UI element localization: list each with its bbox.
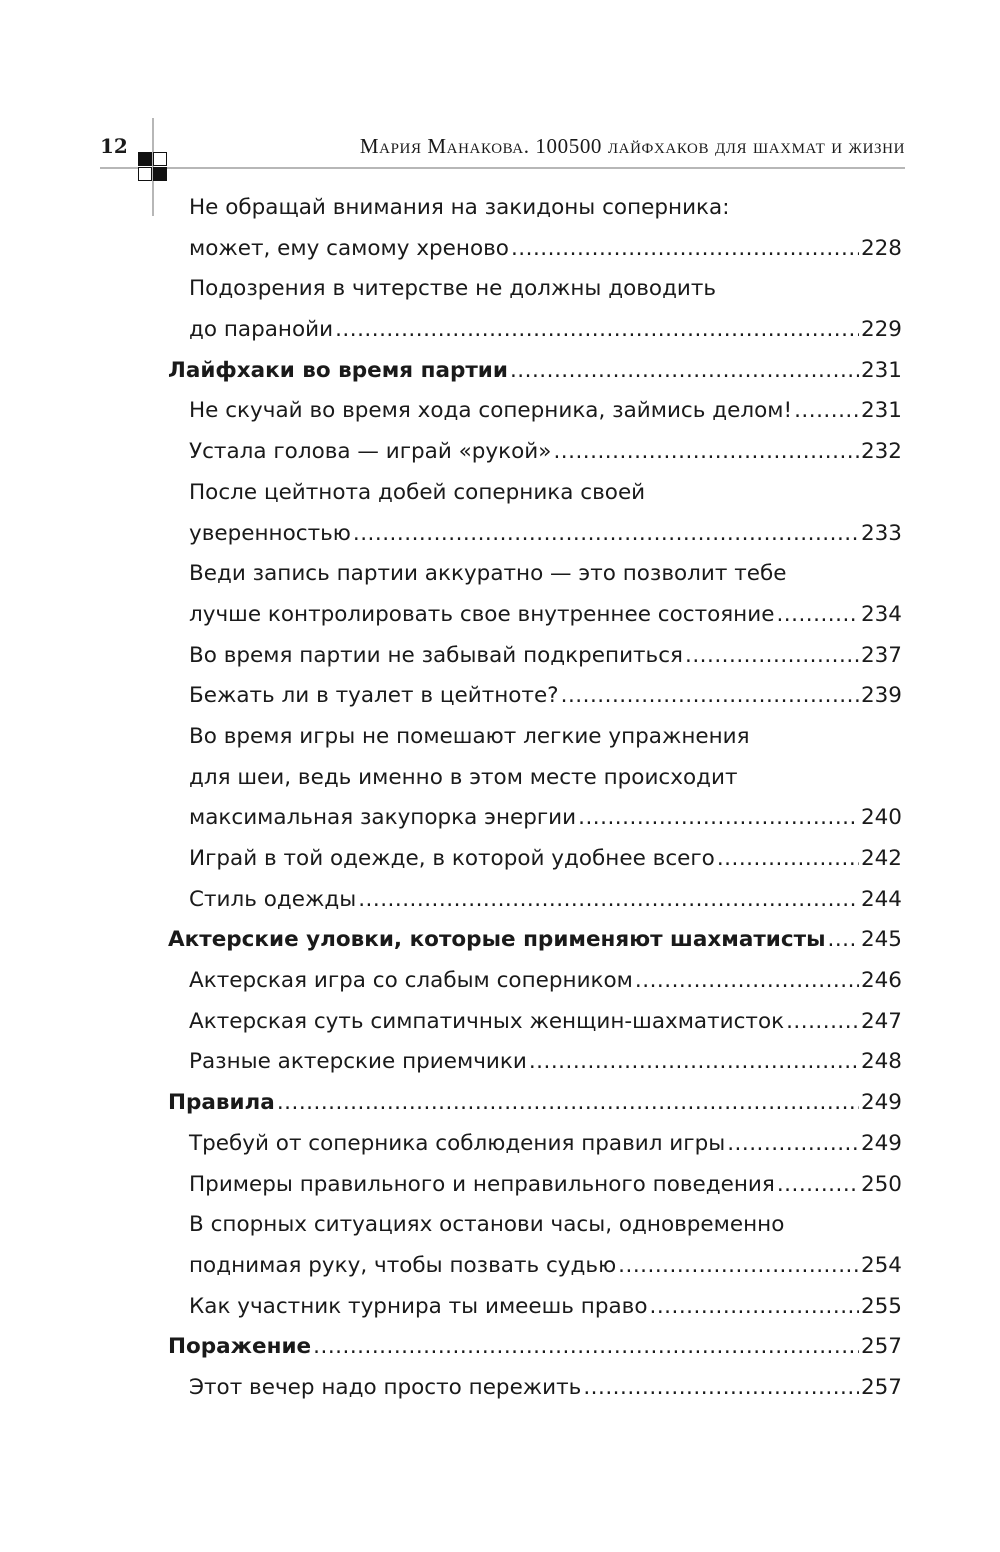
toc-page-number: 245 xyxy=(860,927,902,953)
dot-leader xyxy=(717,839,859,880)
toc-entry[interactable] xyxy=(168,554,902,595)
toc-entry-title: Устала голова — играй «рукой» xyxy=(189,439,552,465)
toc-entry-title: Во время игры не помешают легкие упражнения xyxy=(189,723,750,749)
toc-entry[interactable] xyxy=(168,880,902,921)
light-square xyxy=(153,152,167,166)
toc-page-number: 242 xyxy=(860,846,902,871)
toc-entry[interactable] xyxy=(168,1287,902,1328)
toc-entry[interactable] xyxy=(168,269,902,310)
toc-entry[interactable] xyxy=(168,595,902,636)
dot-leader xyxy=(313,1327,859,1368)
toc-entry[interactable] xyxy=(168,1124,902,1165)
toc-page-number: 254 xyxy=(860,1252,902,1278)
toc-page-number: 229 xyxy=(860,317,902,343)
toc-entry[interactable] xyxy=(168,229,902,270)
light-square xyxy=(138,167,152,181)
toc-entry-title: Стиль одежды xyxy=(189,886,357,912)
toc-entry-title: Требуй от соперника соблюдения правил игры xyxy=(189,1130,726,1156)
dot-leader xyxy=(776,595,859,636)
toc-entry-title: уверенностью xyxy=(189,520,351,546)
toc-entry[interactable] xyxy=(168,798,902,839)
dot-leader xyxy=(335,310,859,351)
toc-entry[interactable] xyxy=(168,1042,902,1083)
toc-entry-title: может, ему самому хреново xyxy=(189,235,509,261)
dot-leader xyxy=(511,229,859,270)
toc-page-number: 247 xyxy=(860,1008,902,1034)
toc-entry[interactable] xyxy=(168,432,902,473)
running-header xyxy=(100,132,905,164)
toc-page-number: 231 xyxy=(860,398,902,424)
toc-page-number: 239 xyxy=(860,683,902,709)
toc-page-number: 237 xyxy=(860,642,902,668)
toc-page-number: 240 xyxy=(860,805,902,831)
dot-leader xyxy=(529,1042,859,1083)
dot-leader xyxy=(828,920,859,961)
dot-leader xyxy=(578,798,859,839)
dot-leader xyxy=(353,514,859,555)
toc-entry[interactable] xyxy=(168,676,902,717)
dark-square xyxy=(138,152,152,166)
toc-entry[interactable] xyxy=(168,1205,902,1246)
toc-page-number: 257 xyxy=(860,1374,902,1400)
toc-section-entry[interactable] xyxy=(168,351,902,392)
toc-entry[interactable] xyxy=(168,961,902,1002)
table-of-contents xyxy=(168,188,902,1409)
chessboard-ornament-icon xyxy=(138,152,168,182)
toc-section-entry[interactable] xyxy=(168,1083,902,1124)
header-rule xyxy=(100,167,905,169)
toc-entry-title: максимальная закупорка энергии xyxy=(189,805,577,831)
toc-entry-title: Не обращай внимания на закидоны соперника: xyxy=(189,195,730,220)
toc-entry-title: Во время партии не забывай подкрепиться xyxy=(189,642,683,668)
toc-entry-title: Актерская суть симпатичных женщин-шахматисток xyxy=(189,1008,785,1034)
toc-page-number: 232 xyxy=(860,439,902,465)
toc-page-number: 234 xyxy=(860,601,902,627)
toc-entry-title: После цейтнота добей соперника своей xyxy=(189,479,646,505)
toc-entry-title: В спорных ситуациях останови часы, одновременно xyxy=(189,1212,785,1238)
toc-entry[interactable] xyxy=(168,514,902,555)
toc-entry-title: Актерская игра со слабым соперником xyxy=(189,968,633,994)
toc-entry-title: Разные актерские приемчики xyxy=(189,1049,527,1075)
toc-page-number: 255 xyxy=(860,1293,902,1319)
toc-page-number: 257 xyxy=(860,1334,902,1360)
toc-page-number: 233 xyxy=(860,520,902,546)
toc-page-number: 250 xyxy=(860,1171,902,1197)
toc-entry-title: Веди запись партии аккуратно — это позволит тебе xyxy=(189,561,787,587)
toc-page-number: 249 xyxy=(860,1130,902,1156)
toc-entry[interactable] xyxy=(168,391,902,432)
dot-leader xyxy=(727,1124,859,1165)
toc-entry-title: Бежать ли в туалет в цейтноте? xyxy=(189,683,559,709)
dot-leader xyxy=(777,1165,859,1206)
toc-entry-title: лучше контролировать свое внутреннее состояние xyxy=(189,601,775,627)
toc-entry[interactable] xyxy=(168,1246,902,1287)
toc-entry-title: Лайфхаки во время партии xyxy=(168,357,508,383)
toc-entry[interactable] xyxy=(168,717,902,758)
page-number: 12 xyxy=(100,134,128,158)
toc-entry[interactable] xyxy=(168,1165,902,1206)
dot-leader xyxy=(618,1246,859,1287)
toc-page-number: 246 xyxy=(860,968,902,994)
toc-page-number: 231 xyxy=(860,357,902,383)
toc-page-number: 249 xyxy=(860,1090,902,1116)
toc-entry-title: поднимая руку, чтобы позвать судью xyxy=(189,1252,617,1278)
toc-entry[interactable] xyxy=(168,188,902,229)
toc-entry-title: до паранойи xyxy=(189,317,334,343)
toc-entry-title: Не скучай во время хода соперника, займись делом! xyxy=(189,398,793,424)
dot-leader xyxy=(561,676,859,717)
dot-leader xyxy=(794,391,859,432)
toc-entry-title: Играй в той одежде, в которой удобнее всего xyxy=(189,846,715,871)
toc-section-entry[interactable] xyxy=(168,1327,902,1368)
toc-entry-title: Примеры правильного и неправильного поведения xyxy=(189,1171,775,1197)
toc-entry[interactable] xyxy=(168,839,902,880)
toc-entry-title: для шеи, ведь именно в этом месте происходит xyxy=(189,764,738,790)
dot-leader xyxy=(650,1287,859,1328)
toc-page-number: 244 xyxy=(860,886,902,912)
toc-entry-title: Правила xyxy=(168,1090,275,1116)
toc-entry[interactable] xyxy=(168,758,902,799)
dark-square xyxy=(153,167,167,181)
dot-leader xyxy=(510,351,859,392)
toc-entry[interactable] xyxy=(168,473,902,514)
toc-entry-title: Поражение xyxy=(168,1334,312,1360)
toc-entry[interactable] xyxy=(168,1002,902,1043)
toc-entry[interactable] xyxy=(168,1368,902,1409)
dot-leader xyxy=(358,880,859,921)
toc-entry-title: Как участник турнира ты имеешь право xyxy=(189,1293,648,1319)
toc-entry[interactable] xyxy=(168,310,902,351)
dot-leader xyxy=(685,636,859,677)
toc-page-number: 248 xyxy=(860,1049,902,1075)
dot-leader xyxy=(583,1368,859,1409)
running-title xyxy=(360,132,905,160)
dot-leader xyxy=(553,432,859,473)
dot-leader xyxy=(277,1083,859,1124)
dot-leader xyxy=(786,1002,859,1043)
toc-entry-title: Актерские уловки, которые применяют шахматисты xyxy=(168,927,826,953)
toc-entry-title: Подозрения в читерстве не должны доводить xyxy=(189,276,717,302)
toc-entry-title: Этот вечер надо просто пережить xyxy=(189,1374,582,1400)
toc-section-entry[interactable] xyxy=(168,920,902,961)
toc-page-number: 228 xyxy=(860,235,902,261)
dot-leader xyxy=(635,961,859,1002)
running-title-text: Мария Манакова. 100500 лайфхаков для шахмат и жизни xyxy=(359,134,905,158)
toc-entry[interactable] xyxy=(168,636,902,677)
